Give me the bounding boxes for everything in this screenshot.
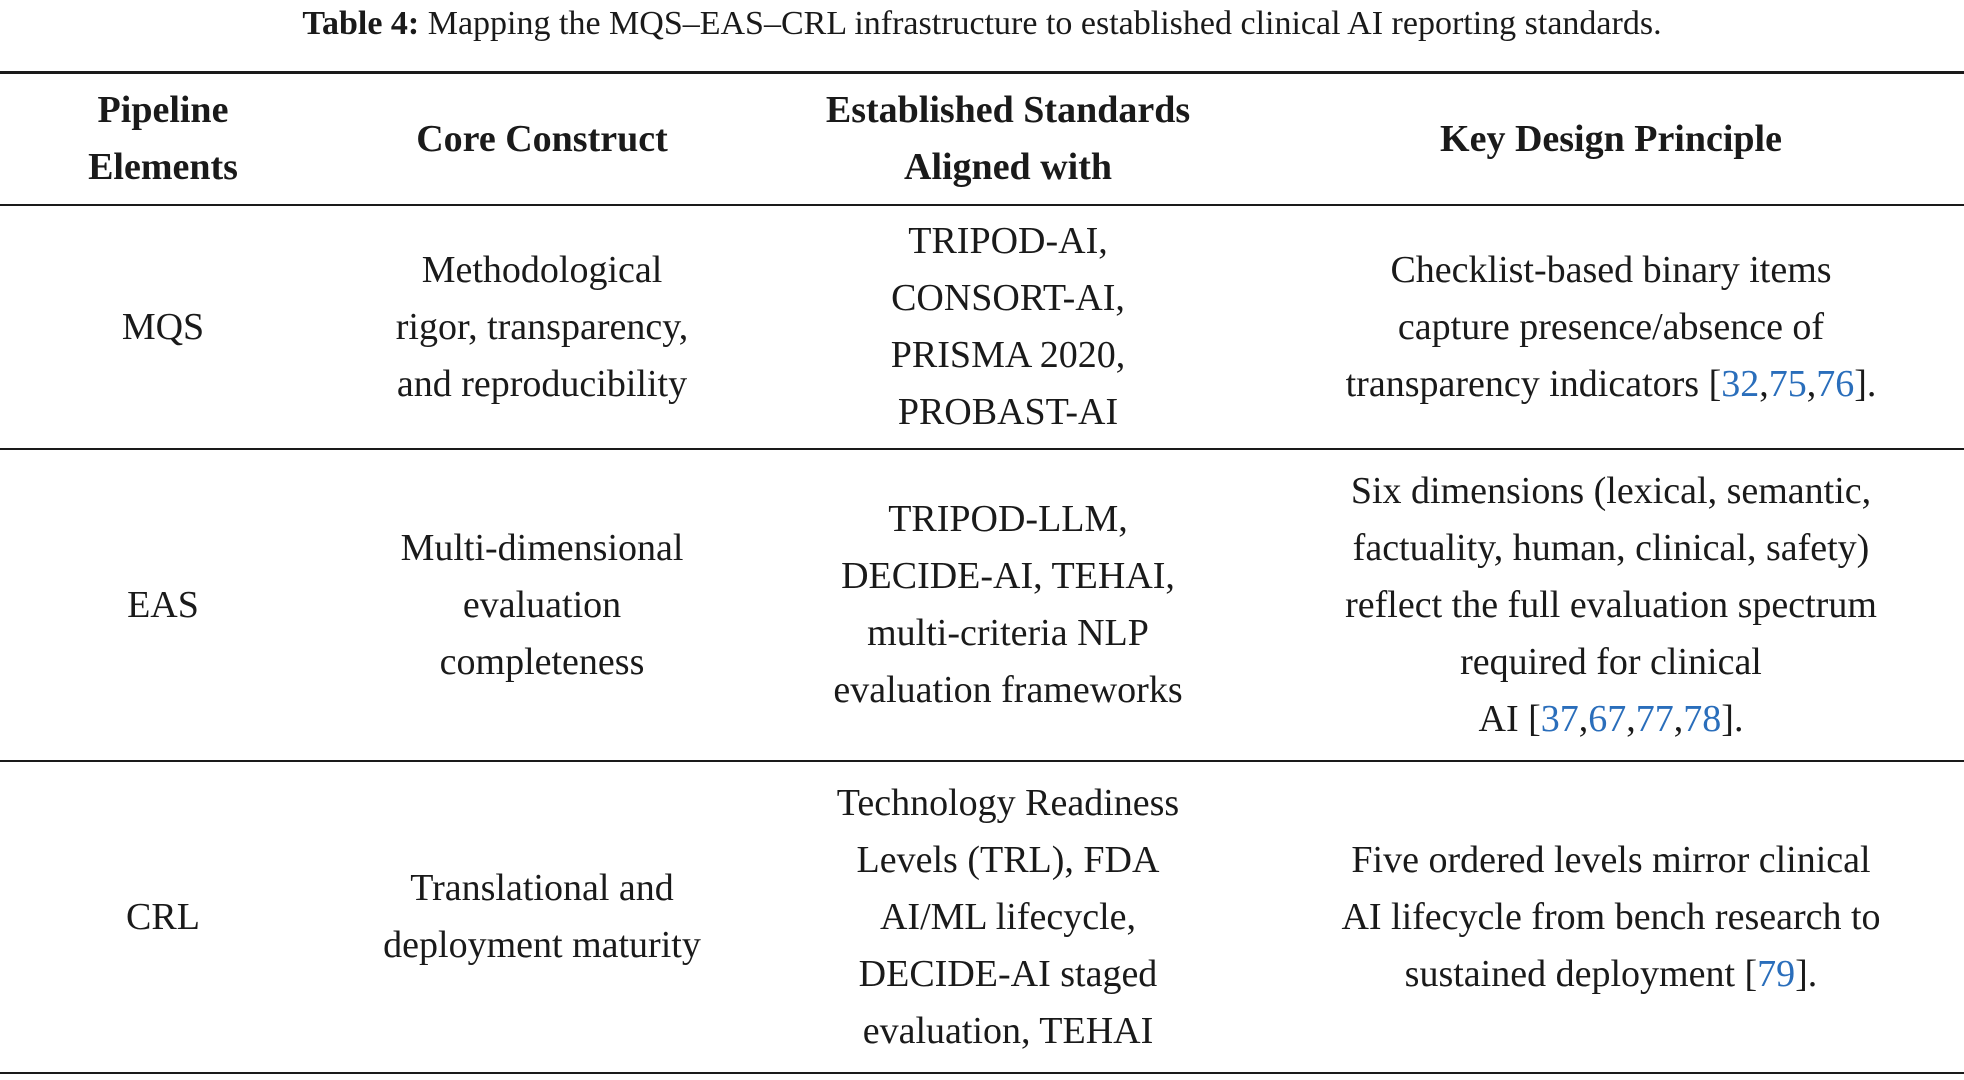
citation-link[interactable]: 78 bbox=[1683, 697, 1722, 740]
principle-end: ]. bbox=[1721, 697, 1744, 740]
header-row bbox=[0, 73, 1964, 206]
citation-link[interactable]: 77 bbox=[1635, 697, 1674, 740]
principle-text: Five ordered levels mirror clinical AI lifecycle from bench research to sustained deployment [ bbox=[1341, 838, 1881, 995]
core-construct-cell: Methodological rigor, transparency, and reproducibility bbox=[395, 248, 689, 405]
standards-cell: Technology Readiness Levels (TRL), FDA AI/ML lifecycle, DECIDE-AI staged evaluation, TEHAI bbox=[836, 781, 1180, 1052]
design-principle-cell bbox=[1258, 761, 1964, 1073]
table-row bbox=[0, 761, 1964, 1073]
header-pipeline-elements: Pipeline Elements bbox=[88, 89, 238, 188]
table-caption bbox=[0, 0, 1964, 54]
core-construct-cell: Translational and deployment maturity bbox=[383, 867, 701, 966]
core-construct-cell: Multi-dimensional evaluation completeness bbox=[400, 526, 684, 683]
design-principle-cell: Six dimensions (lexical, semantic, factuality, human, clinical, safety) reflect the full evaluation spectrum required for clinical AI [37,67,77,78]. bbox=[1345, 469, 1877, 740]
principle-end: ]. bbox=[1854, 362, 1877, 405]
standards-cell: TRIPOD-AI, CONSORT-AI, PRISMA 2020, PROBAST-AI bbox=[890, 220, 1126, 433]
principle-text: Six dimensions (lexical, semantic, factuality, human, clinical, safety) reflect the full evaluation spectrum required for clinical AI [ bbox=[1345, 469, 1877, 740]
citation-link[interactable]: 32 bbox=[1721, 362, 1760, 405]
table-row bbox=[0, 205, 1964, 449]
caption-text: Mapping the MQS–EAS–CRL infrastructure to established clinical AI reporting standards. bbox=[427, 5, 1662, 42]
table-row bbox=[0, 449, 1964, 761]
header-key-design-principle: Key Design Principle bbox=[1440, 117, 1782, 160]
citation-link[interactable]: 76 bbox=[1816, 362, 1855, 405]
pipeline-element-cell: EAS bbox=[127, 583, 199, 626]
header-core-construct: Core Construct bbox=[416, 117, 668, 160]
standards-mapping-table bbox=[0, 71, 1964, 1074]
design-principle-cell: Checklist-based binary items capture presence/absence of transparency indicators [32,75,76]. bbox=[1345, 248, 1877, 405]
citation-link[interactable]: 75 bbox=[1768, 362, 1807, 405]
citation-link[interactable]: 67 bbox=[1588, 697, 1627, 740]
citation-link[interactable]: 37 bbox=[1540, 697, 1579, 740]
pipeline-element-cell: CRL bbox=[126, 895, 200, 938]
citation-link[interactable]: 79 bbox=[1757, 952, 1796, 995]
principle-text: Checklist-based binary items capture presence/absence of transparency indicators [ bbox=[1345, 248, 1832, 405]
standards-cell: TRIPOD-LLM, DECIDE-AI, TEHAI, multi-criteria NLP evaluation frameworks bbox=[833, 498, 1183, 711]
principle-end: ]. bbox=[1795, 952, 1818, 995]
caption-label: Table 4: bbox=[302, 5, 420, 42]
header-established-standards: Established Standards Aligned with bbox=[825, 89, 1191, 188]
pipeline-element-cell: MQS bbox=[121, 305, 205, 348]
